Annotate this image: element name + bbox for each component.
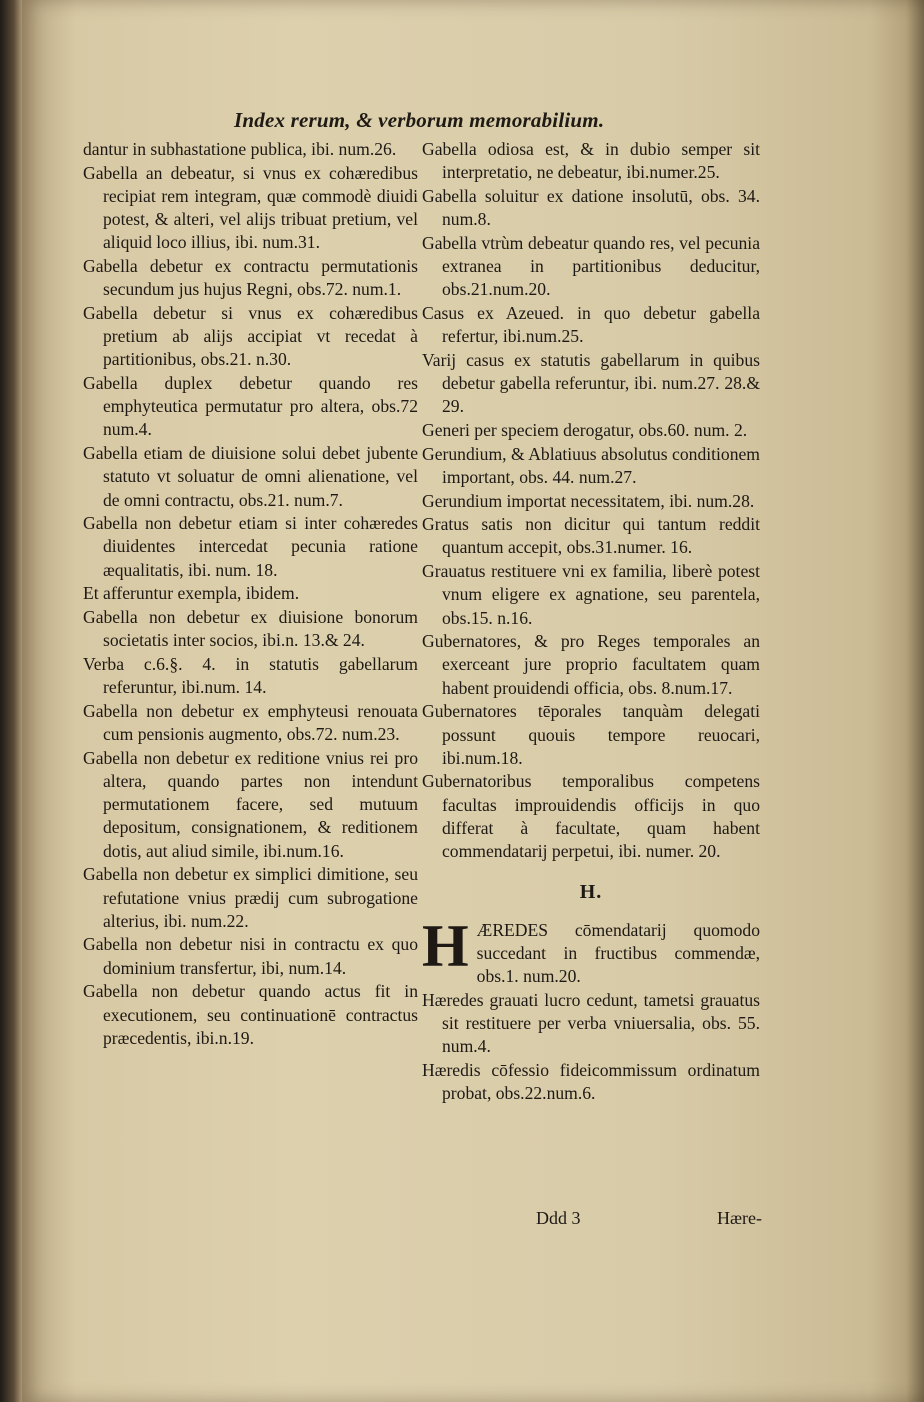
index-entry: Gabella an debeatur, si vnus ex cohæredibus recipiat rem integram, quæ commodè diuidi potest, & alteri, vel alijs tribuat pretium, vel aliquid loco illius, ibi. num.31. [83,162,418,253]
index-entry: Casus ex Azeued. in quo debetur gabella refertur, ibi.num.25. [422,302,760,347]
index-entry: Gabella debetur si vnus ex cohæredibus pretium ab alijs accipiat vt recedat à partitionibus, obs.21. n.30. [83,302,418,370]
index-entry: Gabella non debetur etiam si inter cohæredes diuidentes intercedat pecunia ratione æqualitatis, ibi. num. 18. [83,513,418,580]
index-entry: Varij casus ex statutis gabellarum in quibus debetur gabella referuntur, ibi. num.27. 28.& 29. [422,349,760,417]
index-entry: Gubernatores, & pro Reges temporales an exerceant jure proprio facultatem quam habent prouidendi officia, obs. 8.num.17. [422,631,760,698]
right-column [422,138,760,1106]
index-entry: Gubernatores tēporales tanquàm delegati possunt quouis tempore reuocari, ibi.num.18. [422,701,760,768]
index-entry: Gratus satis non dicitur qui tantum reddit quantum accepit, obs.31.numer. 16. [422,514,760,558]
index-entry: Gabella non debetur ex simplici dimitione, seu refutatione vnius prædij cum subrogatione alterius, ibi. num.22. [83,864,418,931]
index-entry: Gabella soluitur ex datione insolutū, obs. 34. num.8. [422,185,760,230]
index-entry: Gabella non debetur nisi in contractu ex quo dominium transfertur, ibi, num.14. [83,934,418,978]
index-entry: Gubernatoribus temporalibus competens facultas improuidendis officijs in quo differat à facultate, quam habent commendatarij perpetui, ibi. numer. 20. [422,771,760,862]
left-column [83,138,418,1050]
index-entry: Hæredes grauati lucro cedunt, tametsi grauatus sit restituere per verba vniuersalia, obs. 55. num.4. [422,989,760,1057]
index-entry: Hæredis cōfessio fideicommissum ordinatum probat, obs.22.num.6. [422,1059,760,1103]
index-entry: Grauatus restituere vni ex familia, liberè potest vnum eligere ex agnatione, seu parentela, obs.15. n.16. [422,561,760,628]
index-entry: Gerundium importat necessitatem, ibi. num.28. [422,490,755,511]
index-entry: Gabella non debetur ex diuisione bonorum societatis inter socios, ibi.n. 13.& 24. [83,607,418,651]
first-h-entry [422,912,760,989]
index-entry: Gabella etiam de diuisione solui debet jubente statuto vt soluatur de omni alienatione, vel de omni contractu, obs.21. num.7. [83,443,418,510]
index-entry: Gabella non debetur ex emphyteusi renouata cum pensionis augmento, obs.72. num.23. [83,700,418,745]
index-entry: Gabella vtrùm debeatur quando res, vel pecunia extranea in partitionibus deducitur, obs.21.num.20. [422,232,760,300]
first-h-entry-text: ÆREDES cōmendatarij quomodo succedant in fructibus commendæ, obs.1. num.20. [476,919,760,986]
index-entry: Gabella odiosa est, & in dubio semper sit interpretatio, ne debeatur, ibi.numer.25. [422,139,760,183]
signature-mark: Ddd 3 [536,1208,581,1228]
index-entry: Gabella non debetur quando actus fit in executionem, seu continuationē contractus præcedentis, ibi.n.19. [83,981,418,1048]
section-heading: H. [579,881,603,904]
index-entry: dantur in subhastatione publica, ibi. num.26. [83,139,397,159]
index-entry: Et afferuntur exempla, ibidem. [83,583,300,604]
book-page [22,0,924,1402]
index-entry: Gerundium, & Ablatiuus absolutus conditionem important, obs. 44. num.27. [422,443,760,487]
dropcap-letter: H [422,912,469,979]
index-entry: Verba c.6.§. 4. in statutis gabellarum referuntur, ibi.num. 14. [83,653,418,698]
catchword: Hære- [717,1208,762,1228]
index-entry: Gabella non debetur ex reditione vnius rei pro altera, quando partes non intendunt permutationem facere, sed mutuum depositum, consignationem, & reditionem dotis, aut aliud simile, ibi.num.16. [83,747,418,861]
running-head: Index rerum, & verborum memorabilium. [234,108,605,132]
index-entry: Generi per speciem derogatur, obs.60. num. 2. [422,419,748,440]
index-entry: Gabella duplex debetur quando res emphyteutica permutatur pro altera, obs.72 num.4. [83,373,418,440]
index-entry: Gabella debetur ex contractu permutationis secundum jus hujus Regni, obs.72. num.1. [83,256,418,300]
